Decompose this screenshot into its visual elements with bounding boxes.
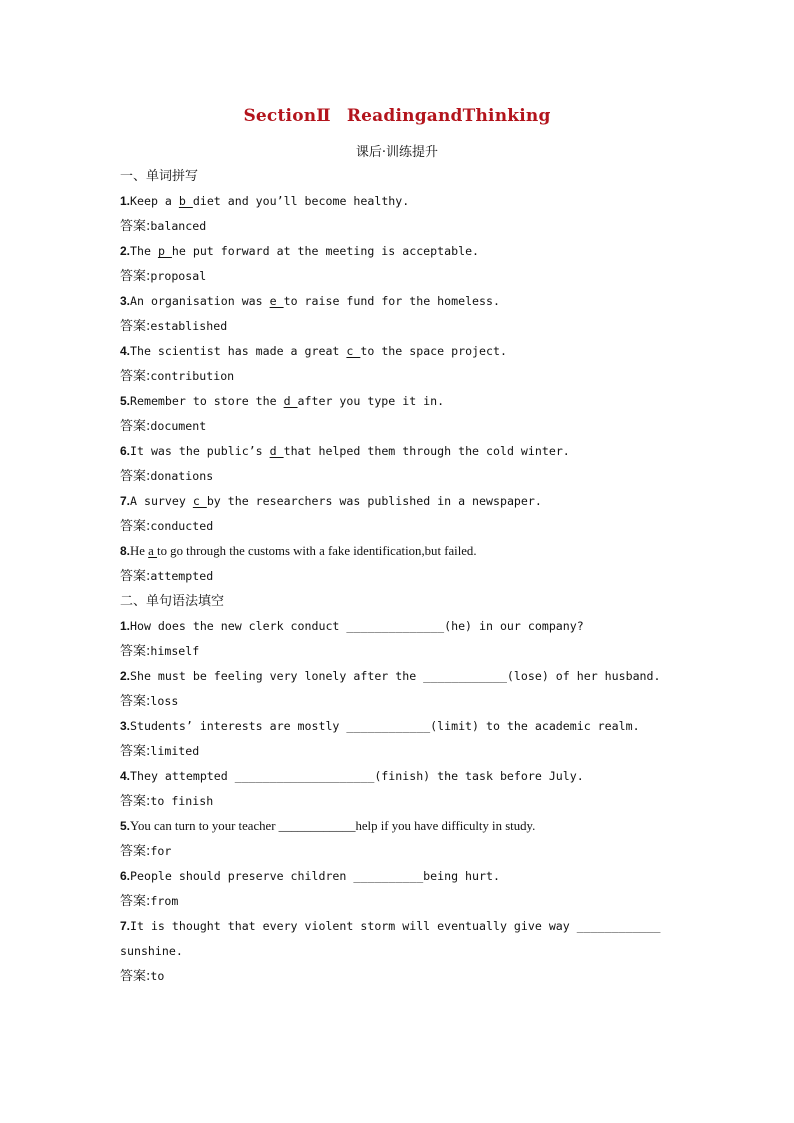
answer-text: proposal xyxy=(150,269,207,283)
answer-blank: a xyxy=(148,544,158,558)
question-text: People should preserve children __________being hurt. xyxy=(130,869,500,883)
answer-label: 答案: xyxy=(120,469,151,484)
section1-answer-3 xyxy=(120,314,680,339)
answer-label: 答案: xyxy=(120,519,151,534)
section1-answer-5 xyxy=(120,414,680,439)
answer-text: attempted xyxy=(150,569,214,583)
answer-label: 答案: xyxy=(120,894,151,909)
question-number: 3. xyxy=(120,719,131,733)
section2-answer-4 xyxy=(120,789,680,814)
section1-question-5 xyxy=(120,389,680,414)
answer-text: loss xyxy=(150,694,179,708)
question-text-before: Keep a xyxy=(130,194,179,208)
answer-blank: c xyxy=(346,344,361,358)
answer-text: conducted xyxy=(150,519,214,533)
question-number: 4. xyxy=(120,769,131,783)
section1-question-8 xyxy=(120,539,680,564)
question-text-before: The scientist has made a great xyxy=(130,344,347,358)
question-number: 2. xyxy=(120,244,131,258)
question-number: 7. xyxy=(120,494,131,508)
answer-text: donations xyxy=(150,469,214,483)
answer-blank: p xyxy=(157,244,172,258)
section1-question-3 xyxy=(120,289,680,314)
answer-label: 答案: xyxy=(120,419,151,434)
section1-question-7 xyxy=(120,489,680,514)
question-number: 6. xyxy=(120,444,131,458)
answer-text: to finish xyxy=(150,794,214,808)
section1-answer-2 xyxy=(120,264,680,289)
section1-question-6 xyxy=(120,439,680,464)
question-number: 6. xyxy=(120,869,131,883)
question-text-after: after you type it in. xyxy=(297,394,445,408)
section1-question-4 xyxy=(120,339,680,364)
title-section: SectionⅡ xyxy=(243,106,331,126)
answer-label: 答案: xyxy=(120,219,151,234)
question-text: They attempted ____________________(finish) the task before July. xyxy=(130,769,584,783)
section2-answer-5 xyxy=(120,839,680,864)
section2-answer-1 xyxy=(120,639,680,664)
section2-question-4 xyxy=(120,764,680,789)
question-text-before: Remember to store the xyxy=(130,394,284,408)
section2-question-1 xyxy=(120,614,680,639)
answer-blank: d xyxy=(283,394,298,408)
question-text: How does the new clerk conduct ______________(he) in our company? xyxy=(130,619,584,633)
title-topic: ReadingandThinking xyxy=(346,106,551,126)
question-text-before: The xyxy=(130,244,158,258)
question-text-before: An organisation was xyxy=(130,294,270,308)
answer-text: limited xyxy=(150,744,200,758)
question-number: 8. xyxy=(120,544,131,558)
section1-question-1 xyxy=(120,189,680,214)
question-text-after: he put forward at the meeting is acceptable. xyxy=(171,244,480,258)
answer-label: 答案: xyxy=(120,694,151,709)
question-text-after: to go through the customs with a fake identification,but failed. xyxy=(157,544,477,558)
answer-label: 答案: xyxy=(120,844,151,859)
answer-label: 答案: xyxy=(120,794,151,809)
answer-label: 答案: xyxy=(120,319,151,334)
question-text: She must be feeling very lonely after the ____________(lose) of her husband. xyxy=(130,669,661,683)
question-number: 2. xyxy=(120,669,131,683)
section1-heading: 一、单词拼写 xyxy=(120,169,199,184)
answer-label: 答案: xyxy=(120,369,151,384)
question-text: You can turn to your teacher ____________help if you have difficulty in study. xyxy=(130,819,536,833)
answer-label: 答案: xyxy=(120,569,151,584)
section2-question-7 xyxy=(120,914,680,964)
section2-answer-7 xyxy=(120,964,680,989)
question-number: 5. xyxy=(120,819,131,833)
answer-text: document xyxy=(150,419,207,433)
question-text-before: It was the public’s xyxy=(130,444,270,458)
question-text: Students’ interests are mostly ____________(limit) to the academic realm. xyxy=(130,719,640,733)
section2-answer-3 xyxy=(120,739,680,764)
section1-question-2 xyxy=(120,239,680,264)
page-title xyxy=(0,106,794,126)
question-text-before: A survey xyxy=(130,494,193,508)
section2-question-2 xyxy=(120,664,680,689)
question-text-after: diet and you’ll become healthy. xyxy=(192,194,410,208)
answer-text: balanced xyxy=(150,219,207,233)
answer-label: 答案: xyxy=(120,744,151,759)
answer-blank: e xyxy=(269,294,284,308)
section2-question-5 xyxy=(120,814,680,839)
question-text-before: He xyxy=(130,544,149,558)
answer-text: from xyxy=(150,894,179,908)
section1-answer-4 xyxy=(120,364,680,389)
exercise-content xyxy=(120,164,680,989)
question-text-after: that helped them through the cold winter. xyxy=(283,444,570,458)
answer-text: to xyxy=(150,969,165,983)
answer-label: 答案: xyxy=(120,969,151,984)
question-text-after: to the space project. xyxy=(360,344,507,358)
answer-blank: d xyxy=(269,444,284,458)
question-number: 5. xyxy=(120,394,131,408)
section1-answer-1 xyxy=(120,214,680,239)
answer-blank: c xyxy=(192,494,207,508)
page-subtitle: 课后·训练提升 xyxy=(355,145,439,160)
question-number: 4. xyxy=(120,344,131,358)
section2-answer-2 xyxy=(120,689,680,714)
section1-answer-8 xyxy=(120,564,680,589)
section2-question-3 xyxy=(120,714,680,739)
answer-text: for xyxy=(150,844,172,858)
question-number: 1. xyxy=(120,194,131,208)
answer-text: contribution xyxy=(150,369,235,383)
section2-question-6 xyxy=(120,864,680,889)
question-number: 7. xyxy=(120,919,131,933)
answer-label: 答案: xyxy=(120,269,151,284)
question-number: 1. xyxy=(120,619,131,633)
question-text-after: to raise fund for the homeless. xyxy=(283,294,500,308)
answer-text: himself xyxy=(150,644,200,658)
answer-blank: b xyxy=(178,194,193,208)
question-text: It is thought that every violent storm will eventually give way ____________ sunshine. xyxy=(120,919,661,958)
section1-answer-6 xyxy=(120,464,680,489)
question-text-after: by the researchers was published in a newspaper. xyxy=(206,494,542,508)
answer-label: 答案: xyxy=(120,644,151,659)
section1-answer-7 xyxy=(120,514,680,539)
answer-text: established xyxy=(150,319,228,333)
question-number: 3. xyxy=(120,294,131,308)
section2-heading: 二、单句语法填空 xyxy=(120,594,225,609)
section2-answer-6 xyxy=(120,889,680,914)
